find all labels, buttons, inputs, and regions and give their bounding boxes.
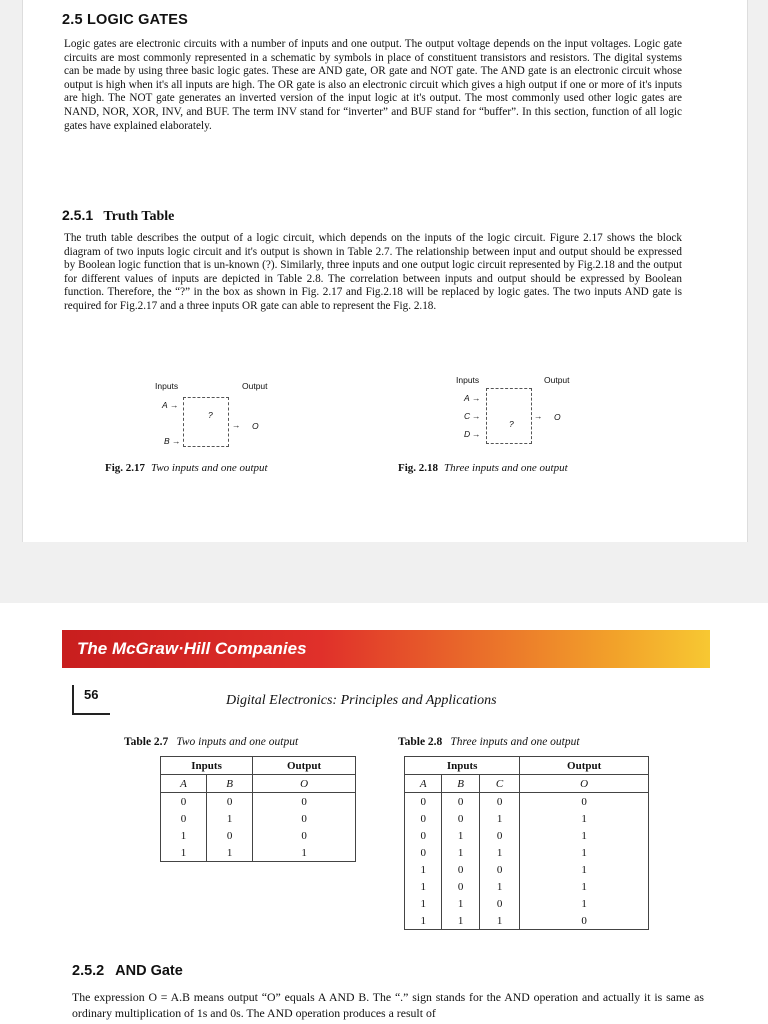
and-gate-paragraph: The expression O = A.B means output “O” equals A AND B. The “.” sign stands for the AND operation and actually it is same as ordinary multiplication of 1s and 0s. The AND operation produces a result of xyxy=(72,990,704,1020)
table-cell: 0 xyxy=(405,810,442,827)
table28-col-c: C xyxy=(479,775,519,793)
arrow-icon: → xyxy=(472,429,481,439)
table-cell: 1 xyxy=(253,844,356,862)
subsection2-title: AND Gate xyxy=(115,963,183,979)
table-cell: 1 xyxy=(161,827,207,844)
table27-inputs-header: Inputs xyxy=(161,757,253,775)
table27-col-b: B xyxy=(207,775,253,793)
fig-2-18-diagram xyxy=(450,374,600,454)
table-row xyxy=(161,793,356,811)
table-row xyxy=(405,844,649,861)
table-row xyxy=(405,793,649,811)
fig-2-17-caption xyxy=(105,462,268,474)
table-row xyxy=(405,878,649,895)
table-cell: 1 xyxy=(207,810,253,827)
fig-2-18-caption xyxy=(398,462,568,474)
arrow-icon: → xyxy=(472,411,481,421)
table28-col-o: O xyxy=(520,775,649,793)
table-cell: 1 xyxy=(405,895,442,912)
truth-table-2-8 xyxy=(404,756,649,930)
table-cell: 0 xyxy=(479,793,519,811)
subsection-number: 2.5.1 xyxy=(62,207,94,223)
fig17-caption-num: Fig. 2.17 xyxy=(105,462,146,474)
table-row xyxy=(405,895,649,912)
truth-table-paragraph: The truth table describes the output of a logic circuit, which depends on the inputs of the logic circuit. Figure 2.17 shows the block diagram of two inputs logic circuit and it's output is shown in Table 2.7. The relationship between input and output should be expressed by Boolean logic function that is un-known (?). Similarly, three inputs and one output logic circuit represented by Fig.2.18 and the output for different values of inputs are depicted in Table 2.8. The correlation between inputs and output should be expressed by Boolean function. Therefore, the “?” in the box as shown in Fig. 2.17 and Fig.2.18 will be replaced by logic gates. The two inputs AND gate is required for Fig.2.17 and a three inputs OR gate can able to represent the Fig. 2.18. xyxy=(64,232,682,312)
table-cell: 0 xyxy=(442,861,479,878)
table-cell: 0 xyxy=(253,793,356,811)
table-cell: 1 xyxy=(479,810,519,827)
fig17-output-label: Output xyxy=(242,381,268,391)
fig18-caption-num: Fig. 2.18 xyxy=(398,462,439,474)
truth-table-2-7 xyxy=(160,756,356,862)
table28-inputs-header: Inputs xyxy=(405,757,520,775)
table-row xyxy=(405,810,649,827)
table27-output-header: Output xyxy=(253,757,356,775)
table-2-8-caption xyxy=(398,736,580,748)
table-row xyxy=(405,861,649,878)
table27-caption-text: Two inputs and one output xyxy=(176,736,299,748)
arrow-icon: → xyxy=(170,400,179,410)
table-cell: 0 xyxy=(442,793,479,811)
fig18-inputs-label: Inputs xyxy=(456,375,480,385)
page-bottom xyxy=(0,603,768,1024)
subsection2-number: 2.5.2 xyxy=(72,963,105,979)
table-cell: 0 xyxy=(253,827,356,844)
table-cell: 0 xyxy=(442,810,479,827)
table-cell: 0 xyxy=(479,861,519,878)
arrow-icon: → xyxy=(232,420,241,430)
table-cell: 0 xyxy=(253,810,356,827)
table28-output-header: Output xyxy=(520,757,649,775)
arrow-icon: → xyxy=(472,393,481,403)
table-cell: 0 xyxy=(405,793,442,811)
fig17-logic-box xyxy=(183,397,229,447)
table-cell: 1 xyxy=(520,878,649,895)
page-number: 56 xyxy=(84,687,99,702)
table-row xyxy=(405,827,649,844)
fig17-output-o: O xyxy=(252,421,259,431)
book-title: Digital Electronics: Principles and Applications xyxy=(226,693,497,708)
table-cell: 1 xyxy=(442,844,479,861)
table-cell: 1 xyxy=(405,878,442,895)
table-cell: 0 xyxy=(161,793,207,811)
publisher-banner xyxy=(62,630,710,668)
fig18-input-d: D xyxy=(464,429,471,439)
section-title: 2.5 LOGIC GATES xyxy=(62,12,189,28)
fig18-output-o: O xyxy=(554,412,561,422)
subsection-heading-truth-table xyxy=(62,207,174,225)
publisher-name: The McGraw·Hill Companies xyxy=(77,639,307,658)
table-row xyxy=(405,912,649,930)
table-cell: 0 xyxy=(207,827,253,844)
fig18-caption-text: Three inputs and one output xyxy=(444,462,568,474)
fig17-input-b: B xyxy=(164,436,170,446)
table-cell: 0 xyxy=(479,827,519,844)
table-cell: 1 xyxy=(207,844,253,862)
fig17-caption-text: Two inputs and one output xyxy=(151,462,268,474)
table-row xyxy=(161,827,356,844)
table-cell: 1 xyxy=(520,844,649,861)
table-cell: 0 xyxy=(405,827,442,844)
subsection-heading-and-gate xyxy=(72,963,183,980)
table28-caption-text: Three inputs and one output xyxy=(450,736,580,748)
table28-col-a: A xyxy=(405,775,442,793)
table-cell: 1 xyxy=(405,861,442,878)
fig18-logic-box xyxy=(486,388,532,444)
table-cell: 1 xyxy=(520,861,649,878)
arrow-icon: → xyxy=(172,436,181,446)
fig17-unknown-mark: ? xyxy=(208,410,213,420)
arrow-icon: → xyxy=(534,411,543,421)
table-cell: 1 xyxy=(520,810,649,827)
table-cell: 1 xyxy=(479,878,519,895)
table-cell: 1 xyxy=(442,912,479,930)
table28-caption-num: Table 2.8 xyxy=(398,736,443,748)
table-cell: 1 xyxy=(405,912,442,930)
table-cell: 0 xyxy=(442,878,479,895)
table-cell: 1 xyxy=(442,827,479,844)
table27-col-a: A xyxy=(161,775,207,793)
fig17-input-a: A xyxy=(162,400,168,410)
table-cell: 0 xyxy=(207,793,253,811)
table-2-7-caption xyxy=(124,736,298,748)
table-row xyxy=(161,810,356,827)
table28-col-b: B xyxy=(442,775,479,793)
table27-col-o: O xyxy=(253,775,356,793)
table-cell: 1 xyxy=(520,827,649,844)
fig-2-17-diagram xyxy=(150,380,290,455)
table-cell: 1 xyxy=(479,844,519,861)
table27-caption-num: Table 2.7 xyxy=(124,736,169,748)
table-cell: 1 xyxy=(479,912,519,930)
table-cell: 0 xyxy=(520,793,649,811)
table-cell: 0 xyxy=(479,895,519,912)
table-cell: 0 xyxy=(520,912,649,930)
fig18-output-label: Output xyxy=(544,375,570,385)
page-number-box xyxy=(72,685,110,715)
table-cell: 1 xyxy=(442,895,479,912)
section-paragraph: Logic gates are electronic circuits with a number of inputs and one output. The output voltage depends on the input voltages. Logic gate circuits are most commonly represented in a schematic by symbols in place of constituent transistors and resistors. The digital systems can be made by using three basic logic gates. These are AND gate, OR gate and NOT gate. The AND gate is an electronic circuit whose output is high when it's all inputs are high. The OR gate is also an electronic circuit which gives a high output if one or more of it's inputs are high. The NOT gate generates an inverted version of the input logic at it's output. The most commonly used other logic gates are NAND, NOR, XOR, INV, and BUF. The term INV stand for “inverter” and BUF stand for “buffer”. In this section, function of all logic gates have explained elaborately. xyxy=(64,38,682,132)
subsection-title: Truth Table xyxy=(103,209,175,224)
table-row xyxy=(161,844,356,862)
fig17-inputs-label: Inputs xyxy=(155,381,179,391)
table-cell: 1 xyxy=(520,895,649,912)
table-cell: 0 xyxy=(405,844,442,861)
table-cell: 1 xyxy=(161,844,207,862)
fig18-input-c: C xyxy=(464,411,471,421)
fig18-input-a: A xyxy=(464,393,470,403)
table-cell: 0 xyxy=(161,810,207,827)
fig18-unknown-mark: ? xyxy=(509,419,514,429)
